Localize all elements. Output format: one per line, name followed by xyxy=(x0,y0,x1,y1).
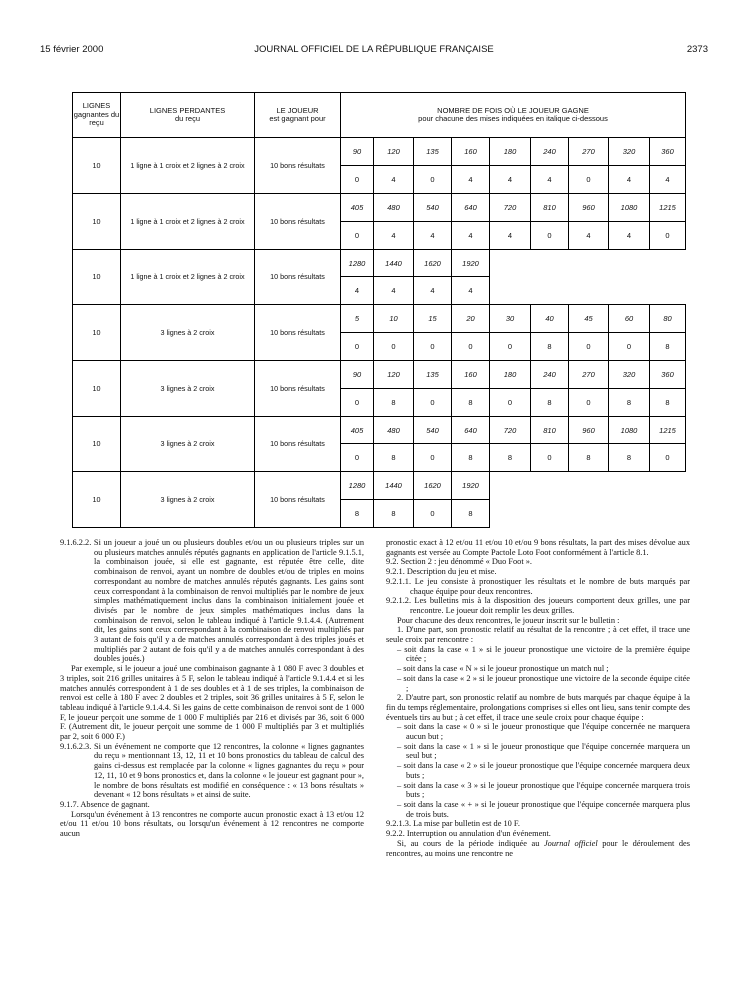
header-date: 15 février 2000 xyxy=(40,44,104,55)
gain-cell: 0 xyxy=(569,388,609,416)
gain-cell: 8 xyxy=(650,333,686,361)
lignes-perdantes-cell: 3 lignes à 2 croix xyxy=(121,472,255,528)
mise-cell: 320 xyxy=(609,360,650,388)
empty-cell xyxy=(569,472,609,500)
table-header-row xyxy=(73,93,686,138)
lignes-perdantes-cell: 3 lignes à 2 croix xyxy=(121,305,255,361)
gain-cell: 4 xyxy=(374,277,414,305)
gain-cell: 4 xyxy=(490,221,531,249)
gain-cell: 4 xyxy=(374,221,414,249)
gain-cell: 0 xyxy=(452,333,490,361)
gain-cell: 8 xyxy=(531,388,569,416)
mise-cell: 90 xyxy=(341,138,374,166)
mise-cell: 180 xyxy=(490,360,531,388)
mise-cell: 60 xyxy=(609,305,650,333)
gain-cell: 0 xyxy=(374,333,414,361)
continuation-paragraph: pronostic exact à 12 et/ou 11 et/ou 10 et/ou 9 bons résultats, la part des mises dévolue aux gagnants est versée au Compte Pactole Loto Foot conformément à l'article 8.1. xyxy=(386,538,690,557)
lignes-gagnantes-cell: 10 xyxy=(73,472,121,528)
gain-cell: 8 xyxy=(452,500,490,528)
empty-cell xyxy=(490,500,531,528)
mise-cell: 810 xyxy=(531,416,569,444)
mise-cell: 180 xyxy=(490,138,531,166)
mise-cell: 1215 xyxy=(650,194,686,222)
joueur-cell: 10 bons résultats xyxy=(255,360,341,416)
empty-cell xyxy=(609,249,650,277)
empty-cell xyxy=(569,500,609,528)
lignes-perdantes-cell: 1 ligne à 1 croix et 2 lignes à 2 croix xyxy=(121,138,255,194)
header-page-number: 2373 xyxy=(686,44,708,55)
body-text xyxy=(60,538,690,978)
bullet-buts-0: – soit dans la case « 0 » si le joueur pronostique que l'équipe concernée ne marquera aucun but ; xyxy=(397,722,690,742)
gain-cell: 8 xyxy=(650,388,686,416)
gain-cell: 4 xyxy=(452,166,490,194)
lignes-gagnantes-cell: 10 xyxy=(73,194,121,250)
empty-cell xyxy=(650,277,686,305)
lignes-gagnantes-cell: 10 xyxy=(73,305,121,361)
joueur-cell: 10 bons résultats xyxy=(255,194,341,250)
mise-cell: 160 xyxy=(452,360,490,388)
gain-cell: 4 xyxy=(341,277,374,305)
journal-officiel-ref: Journal officiel xyxy=(543,838,598,848)
gain-cell: 4 xyxy=(374,166,414,194)
lignes-perdantes-cell: 3 lignes à 2 croix xyxy=(121,416,255,472)
gain-cell: 4 xyxy=(452,221,490,249)
gain-cell: 0 xyxy=(414,333,452,361)
mise-cell: 120 xyxy=(374,138,414,166)
joueur-cell: 10 bons résultats xyxy=(255,249,341,305)
mise-cell: 90 xyxy=(341,360,374,388)
example-paragraph: Par exemple, si le joueur a joué une combinaison gagnante à 1 080 F avec 3 doubles et 3 triples, soit 216 grilles unitaires à 5 F, selon le tableau indiqué à l'article 9.1.4.4 et si les matches annulés correspondent à 1 de ses doubles et à 1 de ses triples, la combinaison de renvoi est celle à 180 F avec 2 doubles et 2 triples, soit 36 grilles unitaires à 5 F, selon le tableau indiqué à l'article 9.1.4.4. Si les gains de cette combinaison de renvoi sont de 1 000 F, le joueur perçoit une somme de 1 000 F multipliés par 216 et divisés par 36, soit 6 000 F. (Autrement dit, le joueur perçoit une somme de 1 000 F multipliés par 3 et multipliés par 2, soit 6 000 F.) xyxy=(60,664,364,742)
mise-cell: 30 xyxy=(490,305,531,333)
mise-cell: 1440 xyxy=(374,472,414,500)
gain-cell: 4 xyxy=(531,166,569,194)
mise-cell: 1920 xyxy=(452,472,490,500)
article-9-2-2: 9.2.2. Interruption ou annulation d'un événement. xyxy=(386,829,551,839)
mise-cell: 720 xyxy=(490,416,531,444)
bullet-buts-2: – soit dans la case « 2 » si le joueur pronostique que l'équipe concernée marquera deux buts ; xyxy=(397,761,690,780)
mises-row xyxy=(73,416,686,444)
header-lignes-perdantes: LIGNES PERDANTES du reçu xyxy=(121,93,255,138)
gain-cell: 0 xyxy=(414,500,452,528)
bullet-case-n: – soit dans la case « N » si le joueur pronostique un match nul ; xyxy=(397,664,609,674)
gain-cell: 4 xyxy=(609,166,650,194)
bullet-case-1: – soit dans la case « 1 » si le joueur pronostique une victoire de la première équipe citée ; xyxy=(397,644,690,664)
article-9-1-7: 9.1.7. Absence de gagnant. xyxy=(60,799,150,809)
mise-cell: 15 xyxy=(414,305,452,333)
mise-cell: 320 xyxy=(609,138,650,166)
mise-cell: 405 xyxy=(341,416,374,444)
mises-row xyxy=(73,360,686,388)
lignes-perdantes-cell: 3 lignes à 2 croix xyxy=(121,360,255,416)
empty-cell xyxy=(609,500,650,528)
gain-cell: 4 xyxy=(569,221,609,249)
gain-cell: 8 xyxy=(490,444,531,472)
item-2: 2. D'autre part, son pronostic relatif au nombre de buts marqués par chaque équipe à la fin du temps réglementaire, prolongations comprises si elles ont lieu, sans tenir compte des éventuels tirs au but ; à cet effet, il trace une seule croix pour chaque équipe : xyxy=(386,693,690,722)
mise-cell: 360 xyxy=(650,360,686,388)
mise-cell: 540 xyxy=(414,416,452,444)
mise-cell: 120 xyxy=(374,360,414,388)
interruption-paragraph: Si, au cours de la période indiquée au Journal officiel pour le déroulement des rencontres, au moins une rencontre ne xyxy=(386,838,690,858)
mise-cell: 135 xyxy=(414,360,452,388)
header-lignes-gagnantes: LIGNES gagnantes du reçu xyxy=(73,93,121,138)
mise-cell: 135 xyxy=(414,138,452,166)
gain-cell: 0 xyxy=(341,166,374,194)
gain-cell: 0 xyxy=(341,221,374,249)
mise-cell: 360 xyxy=(650,138,686,166)
lignes-perdantes-cell: 1 ligne à 1 croix et 2 lignes à 2 croix xyxy=(121,249,255,305)
mises-row xyxy=(73,138,686,166)
mise-cell: 1620 xyxy=(414,249,452,277)
gain-cell: 4 xyxy=(414,277,452,305)
gain-cell: 0 xyxy=(531,444,569,472)
empty-cell xyxy=(650,500,686,528)
lignes-gagnantes-cell: 10 xyxy=(73,360,121,416)
empty-cell xyxy=(609,472,650,500)
joueur-cell: 10 bons résultats xyxy=(255,416,341,472)
mises-row xyxy=(73,249,686,277)
empty-cell xyxy=(531,472,569,500)
mise-cell: 40 xyxy=(531,305,569,333)
mise-cell: 960 xyxy=(569,194,609,222)
gain-cell: 8 xyxy=(374,444,414,472)
empty-cell xyxy=(531,500,569,528)
article-9-2-1: 9.2.1. Description du jeu et mise. xyxy=(386,567,497,577)
mise-cell: 1080 xyxy=(609,194,650,222)
header-nombre-de-fois: NOMBRE DE FOIS OÙ LE JOUEUR GAGNE pour chacune des mises indiquées en italique ci-dessous xyxy=(341,93,686,138)
mise-cell: 240 xyxy=(531,138,569,166)
right-column xyxy=(386,538,690,858)
article-9-2-1-2: 9.2.1.2. Les bulletins mis à la disposition des joueurs comportent deux grilles, une par rencontre. Le joueur doit remplir les deux grilles. xyxy=(386,596,690,615)
gain-cell: 8 xyxy=(452,444,490,472)
article-9-2-1-3: 9.2.1.3. La mise par bulletin est de 10 F. xyxy=(386,819,520,829)
empty-cell xyxy=(490,277,531,305)
bullet-buts-plus: – soit dans la case « + » si le joueur pronostique que l'équipe concernée marquera plus de trois buts. xyxy=(397,799,690,819)
gain-cell: 0 xyxy=(569,333,609,361)
gain-cell: 4 xyxy=(452,277,490,305)
mise-cell: 1080 xyxy=(609,416,650,444)
gain-cell: 0 xyxy=(609,333,650,361)
empty-cell xyxy=(609,277,650,305)
empty-cell xyxy=(490,472,531,500)
mise-cell: 20 xyxy=(452,305,490,333)
mise-cell: 480 xyxy=(374,194,414,222)
bullet-case-2: – soit dans la case « 2 » si le joueur pronostique une victoire de la seconde équipe citée ; xyxy=(397,673,690,693)
joueur-cell: 10 bons résultats xyxy=(255,472,341,528)
gain-cell: 8 xyxy=(609,388,650,416)
gain-cell: 0 xyxy=(490,333,531,361)
gain-cell: 8 xyxy=(452,388,490,416)
mise-cell: 160 xyxy=(452,138,490,166)
section-9-2: 9.2. Section 2 : jeu dénommé « Duo Foot ». xyxy=(386,557,533,567)
gain-cell: 8 xyxy=(374,500,414,528)
article-9-1-6-2-3: 9.1.6.2.3. Si un événement ne comporte que 12 rencontres, la colonne « lignes gagnantes du reçu » mentionnant 13, 12, 11 et 10 bons pronostics du tableau de calcul des gains ci-dessus est remplacée par la colonne « lignes gagnantes du reçu » pour 12, 11, 10 et 9 bons pronostics et, dans la colonne « le joueur est gagnant pour », le nombre de bons résultats est modifié en conséquence : « 13 bons résultats » devenant « 12 bons résultats » et ainsi de suite. xyxy=(60,741,364,800)
header-journal-title: JOURNAL OFFICIEL DE LA RÉPUBLIQUE FRANÇAISE xyxy=(254,44,494,55)
mise-cell: 1280 xyxy=(341,472,374,500)
mise-cell: 640 xyxy=(452,194,490,222)
gain-cell: 8 xyxy=(609,444,650,472)
gain-cell: 4 xyxy=(650,166,686,194)
gain-cell: 0 xyxy=(341,444,374,472)
absence-gagnant-paragraph: Lorsqu'un événement à 13 rencontres ne comporte aucun pronostic exact à 13 et/ou 12 et/ou 11 et/ou 10 bons résultats, ou lorsqu'un événement à 12 rencontres ne comporte aucun xyxy=(60,809,364,839)
mise-cell: 270 xyxy=(569,138,609,166)
gain-cell: 8 xyxy=(569,444,609,472)
item-1: 1. D'une part, son pronostic relatif au résultat de la rencontre ; à cet effet, il trace une seule croix par rencontre : xyxy=(386,625,690,645)
mise-cell: 5 xyxy=(341,305,374,333)
gain-cell: 0 xyxy=(341,388,374,416)
empty-cell xyxy=(650,249,686,277)
mise-cell: 240 xyxy=(531,360,569,388)
lignes-gagnantes-cell: 10 xyxy=(73,249,121,305)
gain-cell: 4 xyxy=(414,221,452,249)
lignes-gagnantes-cell: 10 xyxy=(73,138,121,194)
joueur-cell: 10 bons résultats xyxy=(255,138,341,194)
gain-cell: 0 xyxy=(414,166,452,194)
mise-cell: 10 xyxy=(374,305,414,333)
mise-cell: 80 xyxy=(650,305,686,333)
empty-cell xyxy=(569,277,609,305)
mise-cell: 1920 xyxy=(452,249,490,277)
mise-cell: 540 xyxy=(414,194,452,222)
bulletin-intro: Pour chacune des deux rencontres, le joueur inscrit sur le bulletin : xyxy=(397,615,620,625)
article-9-2-1-1: 9.2.1.1. Le jeu consiste à pronostiquer les résultats et le nombre de buts marqués par chaque équipe pour deux rencontres. xyxy=(386,576,690,596)
mise-cell: 810 xyxy=(531,194,569,222)
mises-row xyxy=(73,194,686,222)
gain-cell: 0 xyxy=(650,444,686,472)
lignes-gagnantes-cell: 10 xyxy=(73,416,121,472)
mise-cell: 960 xyxy=(569,416,609,444)
joueur-cell: 10 bons résultats xyxy=(255,305,341,361)
left-column xyxy=(60,538,364,839)
gain-cell: 0 xyxy=(490,388,531,416)
lignes-perdantes-cell: 1 ligne à 1 croix et 2 lignes à 2 croix xyxy=(121,194,255,250)
empty-cell xyxy=(531,277,569,305)
mises-row xyxy=(73,305,686,333)
mise-cell: 1280 xyxy=(341,249,374,277)
mise-cell: 45 xyxy=(569,305,609,333)
gain-cell: 0 xyxy=(341,333,374,361)
mise-cell: 640 xyxy=(452,416,490,444)
mise-cell: 405 xyxy=(341,194,374,222)
gain-cell: 8 xyxy=(374,388,414,416)
mise-cell: 270 xyxy=(569,360,609,388)
empty-cell xyxy=(650,472,686,500)
gains-table xyxy=(72,92,686,528)
article-9-1-6-2-2: 9.1.6.2.2. Si un joueur a joué un ou plusieurs doubles et/ou un ou plusieurs triples sur un ou plusieurs matches annulés réputés gagnants en application de l'article 9.1.5.1, la combinaison jouée, si elle est gagnante, est réputée être celle, dite combinaison de renvoi, ayant un nombre de doubles et/ou de triples en moins correspondant au nombre de matches annulés réputés gagnants. Les gains sont ceux correspondant à la combinaison de renvoi multipliés par le nombre de jeux simples mathématiquement inclus dans la combinaison initialement jouée et divisés par le nombre de jeux simples mathématiques inclus dans la combinaison de renvoi, selon le tableau indiqué à l'article 9.1.4.4. (Autrement dit, les gains sont ceux correspondant à la combinaison de renvoi multipliés par 3 autant de fois qu'il y a de matches annulés correspondant à des triples joués et multipliés par 2 autant de fois qu'il y a de matches annulés correspondant à des doubles joués.) xyxy=(60,538,364,664)
gain-cell: 0 xyxy=(414,444,452,472)
mise-cell: 480 xyxy=(374,416,414,444)
bullet-buts-3: – soit dans la case « 3 » si le joueur pronostique que l'équipe concernée marquera trois buts ; xyxy=(397,780,690,800)
gain-cell: 4 xyxy=(490,166,531,194)
empty-cell xyxy=(569,249,609,277)
mise-cell: 1440 xyxy=(374,249,414,277)
mises-row xyxy=(73,472,686,500)
gain-cell: 0 xyxy=(531,221,569,249)
header-le-joueur: LE JOUEUR est gagnant pour xyxy=(255,93,341,138)
gain-cell: 0 xyxy=(650,221,686,249)
page-header xyxy=(40,44,708,58)
gain-cell: 8 xyxy=(531,333,569,361)
empty-cell xyxy=(531,249,569,277)
mise-cell: 1620 xyxy=(414,472,452,500)
gain-cell: 0 xyxy=(569,166,609,194)
mise-cell: 1215 xyxy=(650,416,686,444)
gain-cell: 0 xyxy=(414,388,452,416)
gain-cell: 8 xyxy=(341,500,374,528)
empty-cell xyxy=(490,249,531,277)
mise-cell: 720 xyxy=(490,194,531,222)
gain-cell: 4 xyxy=(609,221,650,249)
bullet-buts-1: – soit dans la case « 1 » si le joueur pronostique que l'équipe concernée marquera un seul but ; xyxy=(397,741,690,761)
